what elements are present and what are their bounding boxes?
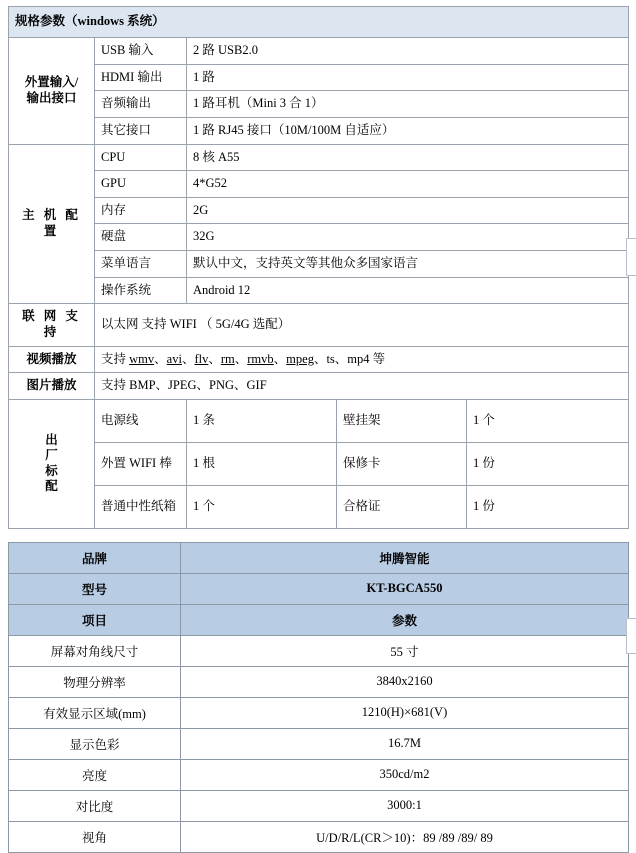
spec-value: 1 路 RJ45 接口（10M/100M 自适应）: [187, 117, 629, 144]
row-value-image: 支持 BMP、JPEG、PNG、GIF: [95, 373, 629, 400]
table-row: [9, 64, 629, 91]
table-row: [9, 91, 629, 118]
column-header-item: 项目: [9, 604, 181, 635]
parameter-table: [8, 542, 629, 853]
spec-name: 硬盘: [95, 224, 187, 251]
param-value: 350cd/m2: [181, 759, 629, 790]
spec-value: 2G: [187, 197, 629, 224]
accessory-name: 壁挂架: [337, 399, 467, 442]
accessory-label-line3: 标: [45, 463, 58, 478]
page-edge-mark-bottom: [626, 618, 636, 654]
row-label-network: 联 网 支 持: [9, 304, 95, 346]
spec-name: USB 输入: [95, 38, 187, 65]
group-label-io: [9, 38, 95, 145]
table-row: [9, 697, 629, 728]
table-row: [9, 144, 629, 171]
accessory-qty: 1 个: [187, 485, 337, 528]
param-value: 3840x2160: [181, 666, 629, 697]
param-value: 16.7M: [181, 728, 629, 759]
spec-name: 操作系统: [95, 277, 187, 304]
spec-name: CPU: [95, 144, 187, 171]
table-row-brand: [9, 542, 629, 573]
table-row: [9, 728, 629, 759]
brand-value: 坤腾智能: [181, 542, 629, 573]
table-row: [9, 759, 629, 790]
param-item: 视角: [9, 821, 181, 852]
spec-table-header-row: [9, 7, 629, 38]
spec-value: 2 路 USB2.0: [187, 38, 629, 65]
accessory-name: 合格证: [337, 485, 467, 528]
param-item: 有效显示区域(mm): [9, 697, 181, 728]
model-label: 型号: [9, 573, 181, 604]
column-header-value: 参数: [181, 604, 629, 635]
accessory-name: 电源线: [95, 399, 187, 442]
spec-table-title: 规格参数（windows 系统）: [9, 7, 629, 38]
accessory-qty: 1 个: [467, 399, 629, 442]
table-header-row: [9, 604, 629, 635]
table-row: [9, 304, 629, 346]
param-value: 55 寸: [181, 635, 629, 666]
accessory-qty: 1 条: [187, 399, 337, 442]
group-label-io-line2: 输出接口: [26, 90, 77, 105]
group-label-io-line1: 外置输入/: [24, 75, 79, 90]
row-label-image: 图片播放: [9, 373, 95, 400]
spec-name: 其它接口: [95, 117, 187, 144]
model-value: KT-BGCA550: [181, 573, 629, 604]
accessory-label-line4: 配: [45, 479, 58, 494]
table-row: [9, 399, 629, 442]
accessory-name: 外置 WIFI 棒: [95, 442, 187, 485]
table-row: [9, 277, 629, 304]
table-row: [9, 635, 629, 666]
spec-value: 默认中文，支持英文等其他众多国家语言: [187, 251, 629, 278]
accessory-qty: 1 根: [187, 442, 337, 485]
spec-value: 8 核 A55: [187, 144, 629, 171]
accessory-label-line2: 厂: [45, 448, 58, 463]
spec-value: Android 12: [187, 277, 629, 304]
table-row: [9, 346, 629, 373]
row-value-video: 支持 wmv、avi、flv、rm、rmvb、mpeg、ts、mp4 等: [95, 346, 629, 373]
spec-name: GPU: [95, 171, 187, 198]
param-item: 对比度: [9, 790, 181, 821]
spec-name: 内存: [95, 197, 187, 224]
row-value-network: 以太网 支持 WIFI （ 5G/4G 选配）: [95, 304, 629, 346]
param-item: 显示色彩: [9, 728, 181, 759]
table-row: [9, 666, 629, 697]
table-row: [9, 117, 629, 144]
table-row: [9, 790, 629, 821]
table-row: [9, 485, 629, 528]
spec-value: 32G: [187, 224, 629, 251]
table-row: [9, 197, 629, 224]
param-value: 1210(H)×681(V): [181, 697, 629, 728]
brand-label: 品牌: [9, 542, 181, 573]
param-item: 亮度: [9, 759, 181, 790]
accessory-qty: 1 份: [467, 485, 629, 528]
table-row-model: [9, 573, 629, 604]
spec-table: [8, 6, 629, 529]
spec-name: HDMI 输出: [95, 64, 187, 91]
accessory-name: 保修卡: [337, 442, 467, 485]
param-item: 屏幕对角线尺寸: [9, 635, 181, 666]
group-label-host: 主 机 配 置: [9, 144, 95, 304]
param-value: 3000:1: [181, 790, 629, 821]
table-row: [9, 224, 629, 251]
accessory-name: 普通中性纸箱: [95, 485, 187, 528]
document-page: [0, 6, 636, 845]
param-item: 物理分辨率: [9, 666, 181, 697]
page-edge-mark-top: [626, 238, 636, 276]
param-value: U/D/R/L(CR＞10)：89 /89 /89/ 89: [181, 821, 629, 852]
spec-name: 音频输出: [95, 91, 187, 118]
spec-value: 1 路: [187, 64, 629, 91]
table-row: [9, 171, 629, 198]
spec-name: 菜单语言: [95, 251, 187, 278]
table-row: [9, 38, 629, 65]
table-row: [9, 442, 629, 485]
spec-value: 1 路耳机（Mini 3 合 1）: [187, 91, 629, 118]
table-row: [9, 251, 629, 278]
spec-value: 4*G52: [187, 171, 629, 198]
table-row: [9, 821, 629, 852]
row-label-video: 视频播放: [9, 346, 95, 373]
accessory-qty: 1 份: [467, 442, 629, 485]
group-label-accessories: [9, 399, 95, 528]
accessory-label-line1: 出: [45, 432, 58, 447]
table-row: [9, 373, 629, 400]
